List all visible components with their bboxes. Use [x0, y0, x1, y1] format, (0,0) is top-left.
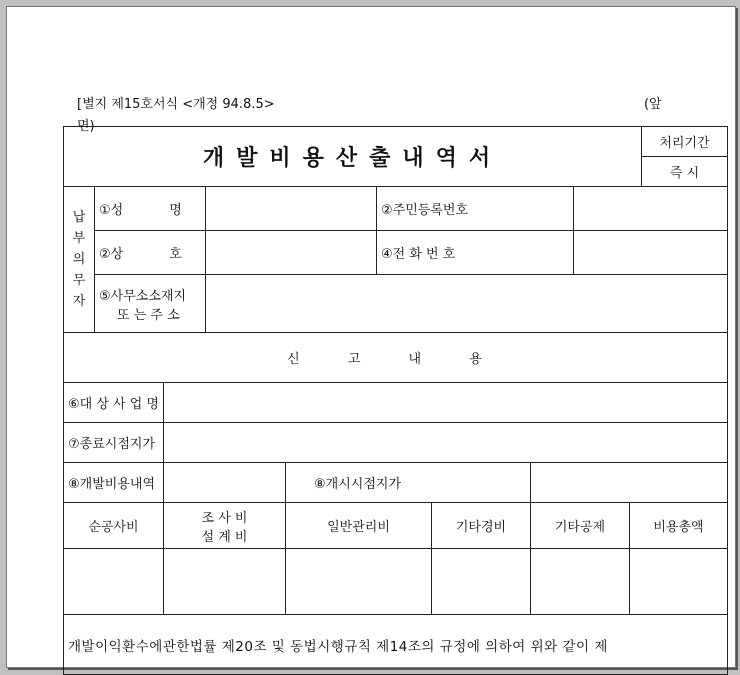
cost-value-survey-design[interactable]	[164, 549, 286, 615]
resident-number-field[interactable]	[574, 187, 728, 231]
legal-notice: 개발이익환수에관한법률 제20조 및 동법시행규칙 제14조의 규정에 의하여 위와 같이 제	[64, 615, 728, 675]
cost-header-other-deductions: 기타공제	[531, 503, 630, 549]
page-side-mark-1: (앞	[644, 97, 662, 112]
cost-header-construction: 순공사비	[64, 503, 164, 549]
cost-header-total: 비용총액	[630, 503, 728, 549]
name-label: ①성 명	[95, 187, 206, 231]
end-land-value-label: ⑦종료시점지가	[64, 423, 164, 463]
cost-header-general-admin: 일반관리비	[286, 503, 432, 549]
page-side-mark-2: 면)	[77, 119, 95, 134]
processing-period-label: 처리기간	[642, 127, 728, 157]
phone-field[interactable]	[574, 231, 728, 275]
dev-cost-field[interactable]	[164, 463, 286, 503]
name-field[interactable]	[206, 187, 377, 231]
trade-name-field[interactable]	[206, 231, 377, 275]
end-land-value-field[interactable]	[164, 423, 728, 463]
phone-label: ④전 화 번 호	[377, 231, 574, 275]
payer-section-label: 납 부 의 무 자	[64, 187, 95, 333]
cost-header-survey-design: 조 사 비 설 계 비	[164, 503, 286, 549]
dev-cost-label: ⑧개발비용내역	[64, 463, 164, 503]
cost-header-other-expenses: 기타경비	[432, 503, 531, 549]
processing-period-value: 즉 시	[642, 157, 728, 187]
form-title: 개발비용산출내역서	[64, 127, 642, 187]
cost-value-general-admin[interactable]	[286, 549, 432, 615]
start-land-value-label: ⑧개시시점지가	[286, 463, 531, 503]
office-address-field[interactable]	[206, 275, 728, 333]
start-land-value-field[interactable]	[531, 463, 728, 503]
target-project-label: ⑥대 상 사 업 명	[64, 383, 164, 423]
office-address-label: ⑤사무소소재지 또 는 주 소	[95, 275, 206, 333]
target-project-field[interactable]	[164, 383, 728, 423]
trade-name-label: ②상 호	[95, 231, 206, 275]
cost-value-total[interactable]	[630, 549, 728, 615]
cost-statement-form	[63, 126, 728, 675]
cost-value-construction[interactable]	[64, 549, 164, 615]
report-content-heading: 신 고 내 용	[64, 333, 728, 383]
form-reference: [별지 제15호서식 <개정 94.8.5>	[77, 97, 275, 112]
cost-value-other-deductions[interactable]	[531, 549, 630, 615]
cost-value-other-expenses[interactable]	[432, 549, 531, 615]
resident-number-label: ②주민등록번호	[377, 187, 574, 231]
